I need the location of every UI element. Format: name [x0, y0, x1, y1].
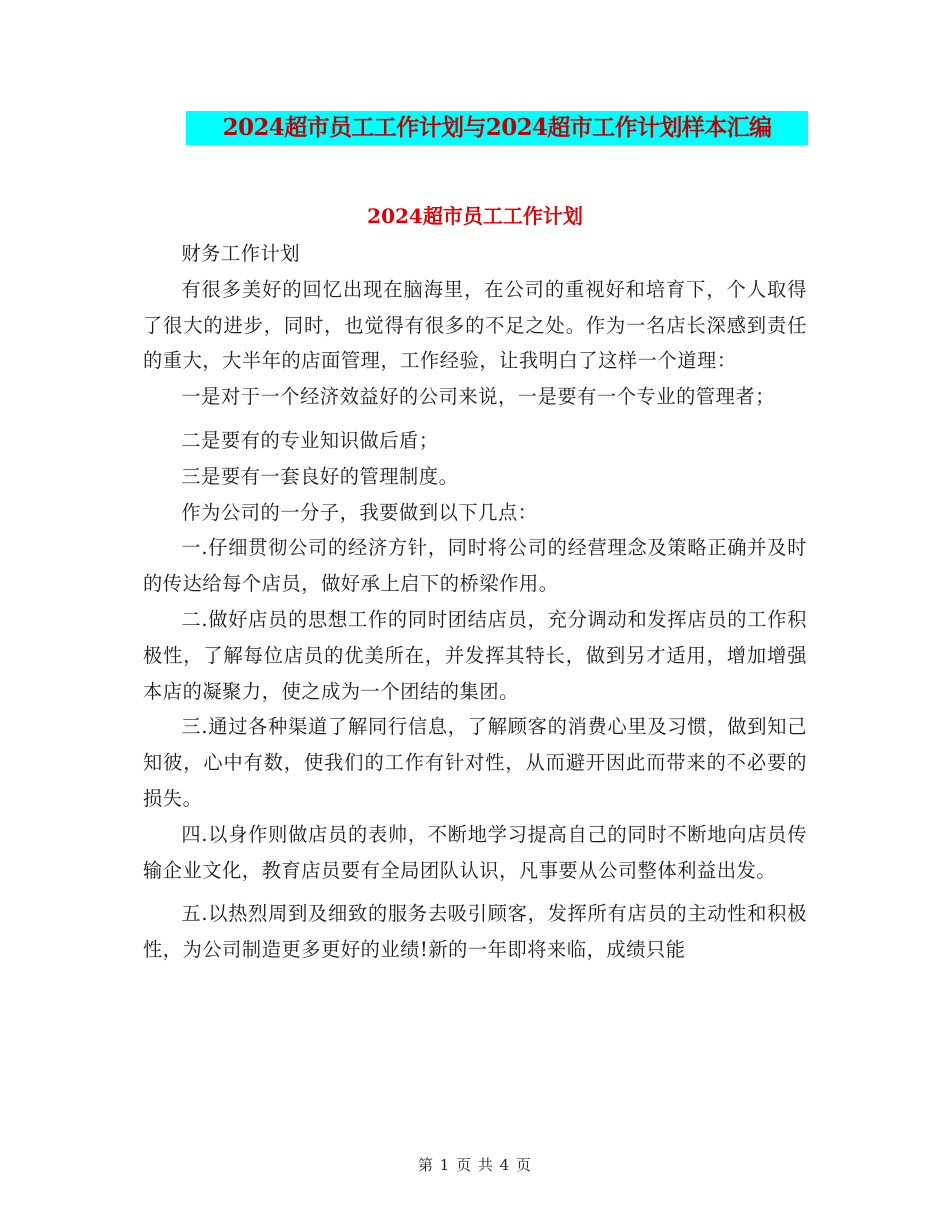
document-body	[143, 222, 807, 968]
paragraph-finance-heading: 财务工作计划	[181, 242, 301, 265]
paragraph-item-5: 五.以热烈周到及细致的服务去吸引顾客，发挥所有店员的主动性和积极性，为公司制造更多更好的业绩!新的一年即将来临，成绩只能	[143, 902, 807, 962]
paragraph-point-two: 二是要有的专业知识做后盾；	[181, 428, 439, 452]
paragraph-item-2: 二.做好店员的思想工作的同时团结店员，充分调动和发挥店员的工作积极性，了解每位店员的优美所在，并发挥其特长，做到另才适用，增加增强本店的凝聚力，使之成为一个团结的集团。	[143, 607, 807, 703]
footer-mid: 页 共	[456, 1156, 494, 1174]
section-title: 2024超市员工工作计划	[367, 204, 583, 228]
paragraph-item-3: 三.通过各种渠道了解同行信息，了解顾客的消费心里及习惯，做到知己知彼，心中有数，使我们的工作有针对性，从而避开因此而带来的不必要的损失。	[143, 715, 807, 810]
paragraph-intro: 有很多美好的回忆出现在脑海里，在公司的重视好和培育下，个人取得了很大的进步，同时，也觉得有很多的不足之处。作为一名店长深感到责任的重大，大半年的店面管理，工作经验，让我明白了这样一个道理：	[143, 277, 807, 373]
paragraph-todo-intro: 作为公司的一分子，我要做到以下几点：	[181, 500, 538, 524]
paragraph-item-4: 四.以身作则做店员的表帅，不断地学习提高自己的同时不断地向店员传输企业文化，教育店员要有全局团队认识，凡事要从公司整体利益出发。	[143, 822, 807, 882]
paragraph-point-three: 三是要有一套良好的管理制度。	[181, 464, 459, 488]
footer-current-page: 1	[439, 1156, 451, 1174]
paragraph-item-1: 一.仔细贯彻公司的经济方针，同时将公司的经营理念及策略正确并及时的传达给每个店员，做好承上启下的桥梁作用。	[143, 536, 807, 596]
footer-prefix: 第	[417, 1156, 434, 1174]
footer-total-pages: 4	[499, 1156, 511, 1174]
footer-suffix: 页	[516, 1156, 533, 1174]
page-title: 2024超市员工工作计划与2024超市工作计划样本汇编	[186, 111, 808, 145]
page-footer	[0, 1155, 950, 1175]
paragraph-point-one: 一是对于一个经济效益好的公司来说，一是要有一个专业的管理者；	[181, 385, 776, 409]
